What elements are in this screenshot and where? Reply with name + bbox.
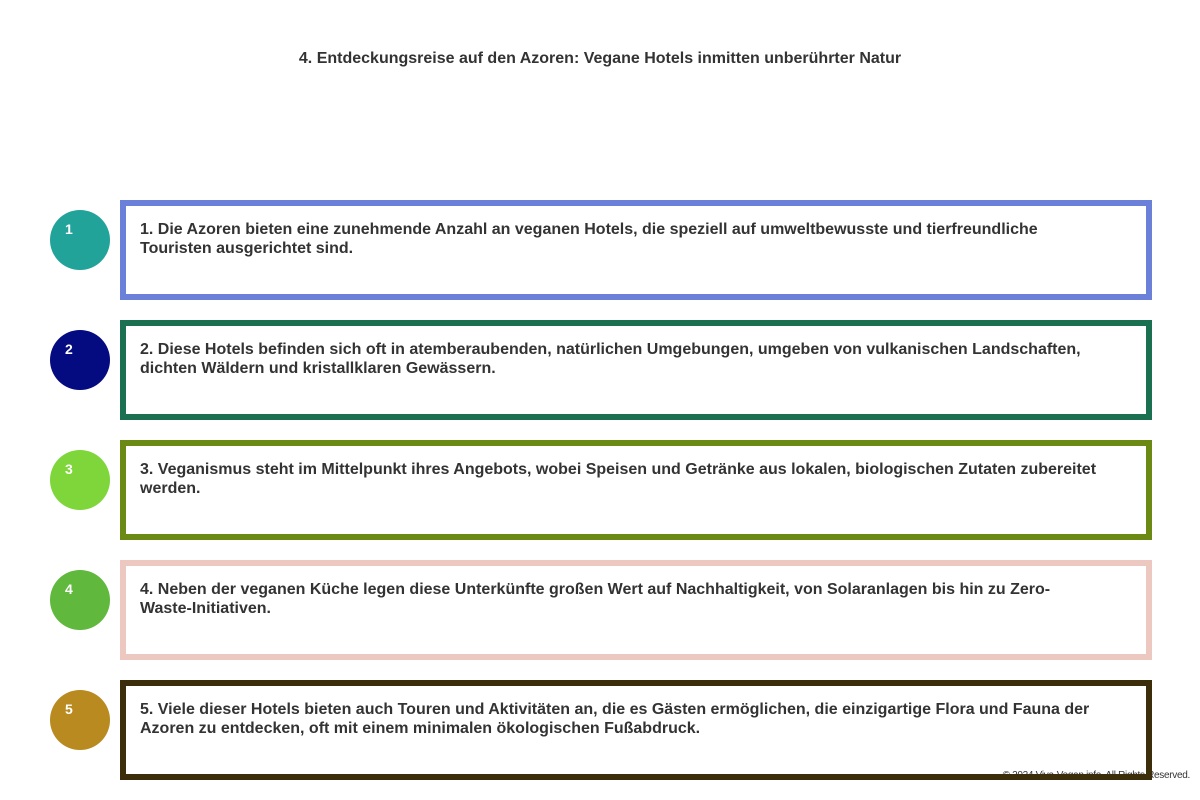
text-box <box>120 320 1152 420</box>
list-item-3 <box>0 440 1200 540</box>
number-label: 1 <box>65 221 73 237</box>
item-text: 2. Diese Hotels befinden sich oft in atemberaubenden, natürlichen Umgebungen, umgeben von vulkanischen Landschaften, dichten Wäldern und kristallklaren Gewässern. <box>140 341 1081 377</box>
item-text: 3. Veganismus steht im Mittelpunkt ihres Angebots, wobei Speisen und Getränke aus lokalen, biologischen Zutaten zubereitet werden. <box>140 461 1097 497</box>
text-box <box>120 440 1152 540</box>
number-label: 3 <box>65 461 73 477</box>
list-item-1 <box>0 200 1200 300</box>
page-title: 4. Entdeckungsreise auf den Azoren: Vegane Hotels inmitten unberührter Natur <box>298 50 902 67</box>
text-box <box>120 680 1152 780</box>
copyright-footer: © 2024 Viva-Vegan.info. All Rights Reserved. <box>1002 770 1190 781</box>
list-item-2 <box>0 320 1200 420</box>
number-label: 2 <box>65 341 73 357</box>
text-box <box>120 560 1152 660</box>
number-badge <box>50 690 110 750</box>
item-text: 1. Die Azoren bieten eine zunehmende Anzahl an veganen Hotels, die speziell auf umweltbewusste und tierfreundliche Touristen ausgerichtet sind. <box>140 221 1038 257</box>
number-badge <box>50 210 110 270</box>
number-badge <box>50 570 110 630</box>
list-item-5 <box>0 680 1200 780</box>
list-item-4 <box>0 560 1200 660</box>
item-text: 4. Neben der veganen Küche legen diese Unterkünfte großen Wert auf Nachhaltigkeit, von Solaranlagen bis hin zu Zero-Waste-Initiativen. <box>140 581 1051 617</box>
number-label: 4 <box>65 581 73 597</box>
number-label: 5 <box>65 701 73 717</box>
number-badge <box>50 450 110 510</box>
number-badge <box>50 330 110 390</box>
item-text: 5. Viele dieser Hotels bieten auch Touren und Aktivitäten an, die es Gästen ermöglichen, die einzigartige Flora und Fauna der Azoren zu entdecken, oft mit einem minimalen ökologischen Fußabdruck. <box>140 701 1090 737</box>
text-box <box>120 200 1152 300</box>
